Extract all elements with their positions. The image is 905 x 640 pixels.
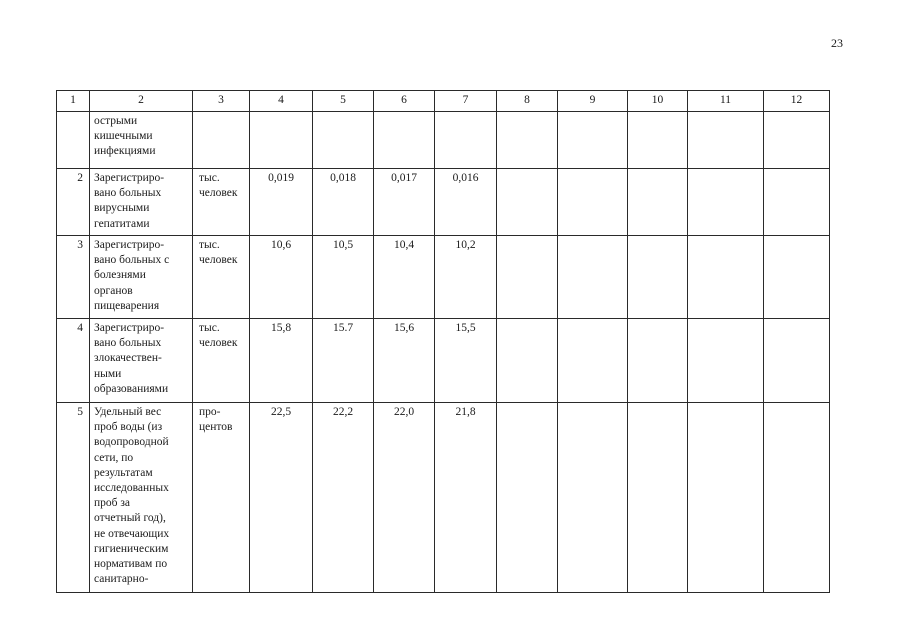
value-cell: 10,2 — [435, 236, 497, 319]
header-cell: 12 — [764, 91, 830, 112]
header-cell: 1 — [57, 91, 90, 112]
header-row — [57, 91, 830, 112]
row-number: 5 — [57, 403, 90, 593]
header-cell: 6 — [374, 91, 435, 112]
empty-cell — [558, 169, 628, 236]
indicator-name: острыми кишечными инфекциями — [90, 112, 193, 169]
unit-cell: тыс. человек — [193, 236, 250, 319]
value-cell: 0,016 — [435, 169, 497, 236]
table-row — [57, 169, 830, 236]
value-cell: 0,019 — [250, 169, 313, 236]
unit-cell: тыс. человек — [193, 319, 250, 403]
empty-cell — [764, 403, 830, 593]
value-cell — [313, 112, 374, 169]
value-cell: 10,5 — [313, 236, 374, 319]
empty-cell — [764, 236, 830, 319]
value-cell: 15,5 — [435, 319, 497, 403]
header-cell: 11 — [688, 91, 764, 112]
empty-cell — [628, 403, 688, 593]
empty-cell — [688, 169, 764, 236]
value-cell: 15,6 — [374, 319, 435, 403]
empty-cell — [497, 403, 558, 593]
empty-cell — [558, 319, 628, 403]
page-number: 23 — [831, 36, 843, 50]
value-cell — [250, 112, 313, 169]
value-cell — [435, 112, 497, 169]
value-cell: 0,017 — [374, 169, 435, 236]
empty-cell — [558, 236, 628, 319]
empty-cell — [628, 319, 688, 403]
header-cell: 3 — [193, 91, 250, 112]
header-cell: 7 — [435, 91, 497, 112]
empty-cell — [628, 112, 688, 169]
row-number — [57, 112, 90, 169]
table-row — [57, 112, 830, 169]
empty-cell — [764, 169, 830, 236]
empty-cell — [688, 403, 764, 593]
unit-cell: про- центов — [193, 403, 250, 593]
indicator-name: Удельный вес проб воды (из водопроводной сети, по результатам исследованных проб за отчетный год), не отвечающих гигиеническим нормативам по санитарно- — [90, 403, 193, 593]
empty-cell — [497, 236, 558, 319]
value-cell: 10,4 — [374, 236, 435, 319]
row-number: 3 — [57, 236, 90, 319]
indicator-name: Зарегистриро- вано больных вирусными гепатитами — [90, 169, 193, 236]
value-cell: 22,0 — [374, 403, 435, 593]
empty-cell — [628, 236, 688, 319]
empty-cell — [628, 169, 688, 236]
header-cell: 8 — [497, 91, 558, 112]
empty-cell — [688, 112, 764, 169]
header-cell: 4 — [250, 91, 313, 112]
value-cell: 15.7 — [313, 319, 374, 403]
unit-cell: тыс. человек — [193, 169, 250, 236]
table-row — [57, 403, 830, 593]
empty-cell — [688, 236, 764, 319]
value-cell: 22,2 — [313, 403, 374, 593]
indicator-name: Зарегистриро- вано больных злокачествен- ными образованиями — [90, 319, 193, 403]
header-cell: 5 — [313, 91, 374, 112]
value-cell: 10,6 — [250, 236, 313, 319]
row-number: 2 — [57, 169, 90, 236]
empty-cell — [497, 319, 558, 403]
empty-cell — [497, 112, 558, 169]
value-cell: 0,018 — [313, 169, 374, 236]
unit-cell — [193, 112, 250, 169]
empty-cell — [558, 112, 628, 169]
value-cell: 22,5 — [250, 403, 313, 593]
row-number: 4 — [57, 319, 90, 403]
empty-cell — [558, 403, 628, 593]
indicator-name: Зарегистриро- вано больных с болезнями органов пищеварения — [90, 236, 193, 319]
header-cell: 9 — [558, 91, 628, 112]
table-row — [57, 319, 830, 403]
header-cell: 10 — [628, 91, 688, 112]
value-cell: 21,8 — [435, 403, 497, 593]
value-cell: 15,8 — [250, 319, 313, 403]
empty-cell — [497, 169, 558, 236]
empty-cell — [688, 319, 764, 403]
table-row — [57, 236, 830, 319]
value-cell — [374, 112, 435, 169]
empty-cell — [764, 319, 830, 403]
indicators-table — [56, 90, 830, 593]
empty-cell — [764, 112, 830, 169]
header-cell: 2 — [90, 91, 193, 112]
